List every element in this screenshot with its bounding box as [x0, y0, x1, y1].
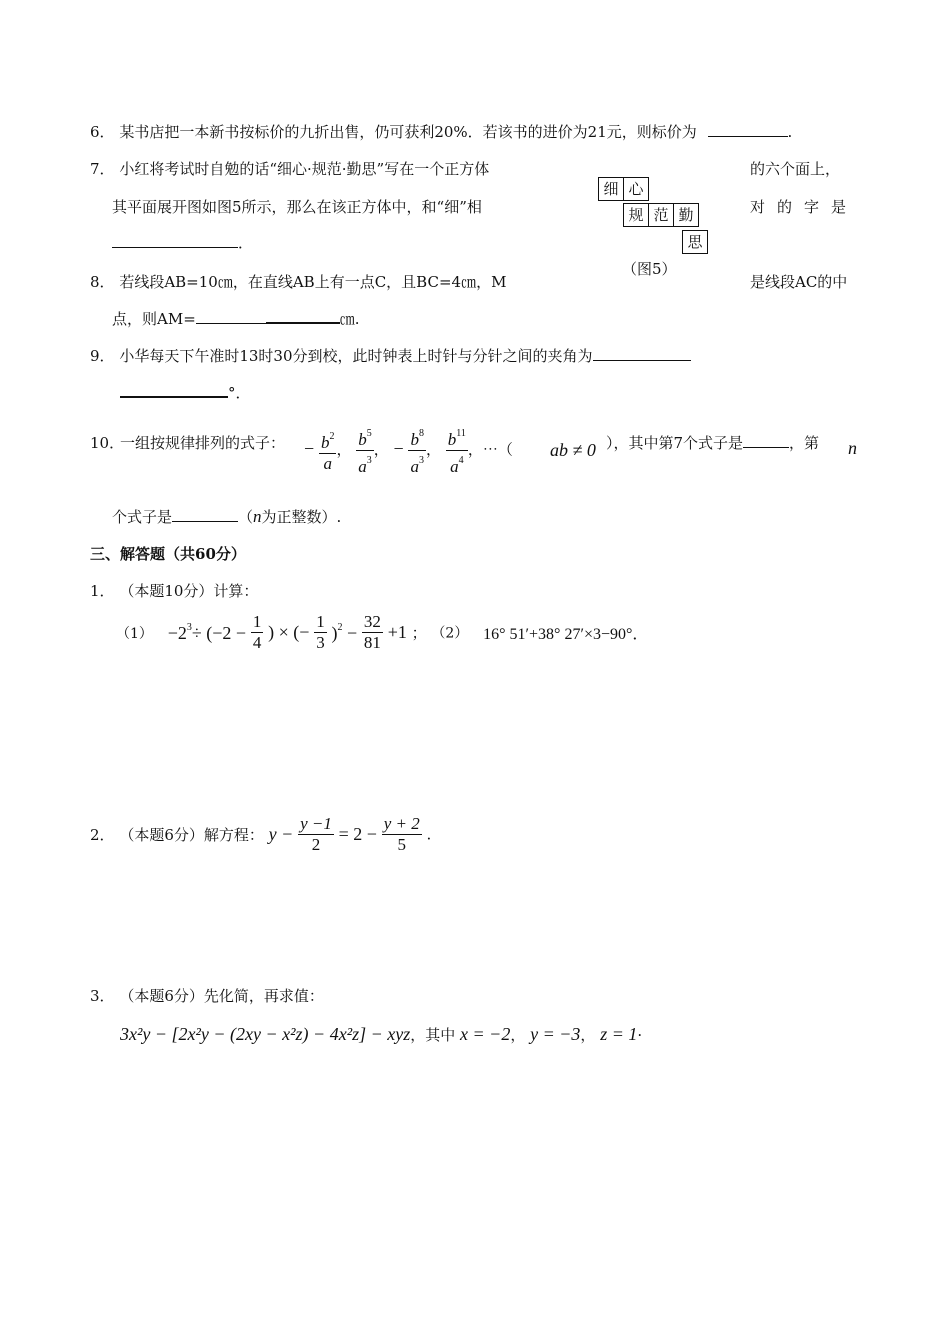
problem-3-expr-line — [120, 1024, 642, 1045]
question-8-text-1: 若线段AB=10㎝，在直线AB上有一点C，且BC=4㎝，M — [119, 273, 507, 291]
part-2-label: （2） — [431, 625, 469, 642]
answer-blank-8[interactable] — [266, 308, 340, 324]
question-7-text-1: 小红将考试时自勉的话“细心·规范·勤思”写在一个正方体 — [119, 160, 490, 178]
answer-blank-8-part-1 — [196, 309, 266, 324]
problem-2-number: 2． — [90, 826, 115, 844]
answer-blank-9-part-1[interactable] — [593, 346, 691, 361]
question-6-end: . — [787, 123, 793, 141]
question-8-line-2 — [112, 308, 360, 329]
net-cell: 思 — [682, 230, 708, 254]
expr-1d: +1 — [387, 622, 407, 642]
question-10-number: 10． — [90, 434, 125, 452]
minus-sign: − — [304, 438, 315, 459]
answer-blank-10a[interactable] — [743, 433, 789, 448]
question-10-mid — [606, 432, 819, 453]
eq-end: . — [426, 825, 432, 844]
question-10-line-2-text: 个式子是 — [112, 508, 173, 526]
problem-3-text: （本题6分）先化简，再求值： — [119, 987, 324, 1005]
question-8-line-1-right: 是线段AC的中 — [750, 273, 848, 291]
problem-1-text: （本题10分）计算： — [119, 582, 259, 600]
question-10-di: ，第 — [789, 434, 820, 452]
condition-x: x = −2 — [460, 1024, 511, 1044]
expr-1c: )$^2$ − — [331, 621, 358, 643]
sep: ， — [510, 1026, 526, 1044]
question-10-sequence — [304, 424, 513, 477]
variable-n: n — [253, 507, 262, 526]
condition-y: y = −3 — [530, 1024, 581, 1044]
question-9-number: 9． — [90, 347, 115, 365]
question-7-line-1-right: 的六个面上， — [750, 160, 841, 178]
fraction-3: $\frac{b^8}{a^3}$ — [408, 424, 426, 477]
problem-1-number: 1． — [90, 582, 115, 600]
minus-sign: − — [393, 438, 404, 459]
net-cell: 范 — [648, 203, 674, 227]
question-9-line-2 — [120, 382, 251, 403]
problem-1-parts — [116, 612, 648, 653]
question-9-text: 小华每天下午准时13时30分到校，此时钟表上时针与分针之间的夹角为 — [119, 347, 593, 365]
frac-y-plus-2: $\frac{y + 2}{5}$ — [383, 814, 420, 854]
eq-rhs: = 2 − — [338, 824, 377, 844]
part-1-label: （1） — [116, 625, 153, 642]
question-6 — [90, 121, 792, 142]
net-cell: 勤 — [673, 203, 699, 227]
sep: ， — [580, 1026, 596, 1044]
question-8-text-2: 点，则AM= — [112, 310, 196, 328]
condition-expr: ab ≠ 0 — [550, 440, 596, 460]
problem-3-where: ，其中 — [410, 1026, 456, 1044]
question-10-line-2 — [112, 506, 341, 527]
comma: ， — [336, 440, 352, 459]
frac-1-4: $\frac{1}{4}$ — [252, 612, 262, 652]
eq-y: y − — [268, 824, 294, 844]
figure-5-caption: （图5） — [622, 260, 677, 278]
question-10-mid-text: ），其中第7个式子是 — [606, 434, 744, 452]
answer-blank-9[interactable] — [120, 382, 228, 398]
question-10-lead: 一组按规律排列的式子： — [120, 434, 286, 452]
question-9-degree: °． — [228, 384, 251, 402]
answer-blank-10b[interactable] — [172, 507, 238, 522]
question-7-number: 7． — [90, 160, 115, 178]
fraction-1: $\frac{b^2}{a}$ — [319, 427, 337, 474]
problem-2-text: （本题6分）解方程： — [119, 826, 264, 844]
question-7-line-1 — [90, 158, 489, 179]
fraction-2: $\frac{b^5}{a^3}$ — [356, 424, 374, 477]
question-9-line-1 — [90, 345, 691, 366]
frac-32-81: $\frac{32}{81}$ — [363, 612, 381, 652]
comma: ， — [425, 440, 441, 459]
problem-2 — [90, 814, 431, 855]
question-8-number: 8． — [90, 273, 115, 291]
separator: ； — [411, 624, 427, 642]
expr-1b: ) × (− — [268, 622, 310, 642]
problem-3-number: 3． — [90, 987, 115, 1005]
paren-open: （ — [238, 508, 254, 526]
question-7-line-2: 其平面展开图如图5所示，那么在该正方体中，和“细”相 — [112, 198, 482, 216]
ellipsis: ，⋯（ — [467, 440, 513, 459]
problem-3-expression: 3x²y − [2x²y − (2xy − x²z) − 4x²z] − xyz — [120, 1024, 411, 1044]
frac-y-minus-1: $\frac{y -1}{2}$ — [300, 814, 332, 854]
end-dot: · — [637, 1026, 643, 1044]
fraction-4: $\frac{b^{11}}{a^4}$ — [446, 424, 468, 477]
problem-3-head — [90, 985, 324, 1006]
frac-1-3: $\frac{1}{3}$ — [316, 612, 325, 652]
question-10-condition — [550, 440, 596, 461]
comma: ， — [373, 440, 389, 459]
question-6-number: 6． — [90, 123, 115, 141]
answer-blank-6[interactable] — [708, 122, 788, 137]
net-cell: 细 — [598, 177, 624, 201]
paren-text: 为正整数）. — [261, 508, 342, 526]
question-10-n: n — [848, 438, 857, 458]
question-7-end: ． — [238, 234, 254, 252]
question-7-line-3 — [112, 232, 253, 253]
expr-1: $-2^3\div (-2$ − — [167, 621, 247, 643]
condition-z: z = 1 — [600, 1024, 638, 1044]
question-8-line-1 — [90, 271, 506, 292]
net-cell: 规 — [623, 203, 649, 227]
question-6-text: 某书店把一本新书按标价的九折出售，仍可获利20%．若该书的进价为21元，则标价为 — [119, 123, 697, 141]
section-3-title: 三、解答题（共60分） — [90, 545, 246, 563]
question-7-line-2-right: 对的字是 — [750, 198, 859, 216]
problem-1-head — [90, 580, 258, 601]
answer-blank-7[interactable] — [112, 233, 238, 248]
expr-2: 16° 51′+38° 27′×3−90°． — [483, 626, 649, 643]
question-8-unit: ㎝. — [339, 310, 360, 328]
net-cell: 心 — [623, 177, 649, 201]
